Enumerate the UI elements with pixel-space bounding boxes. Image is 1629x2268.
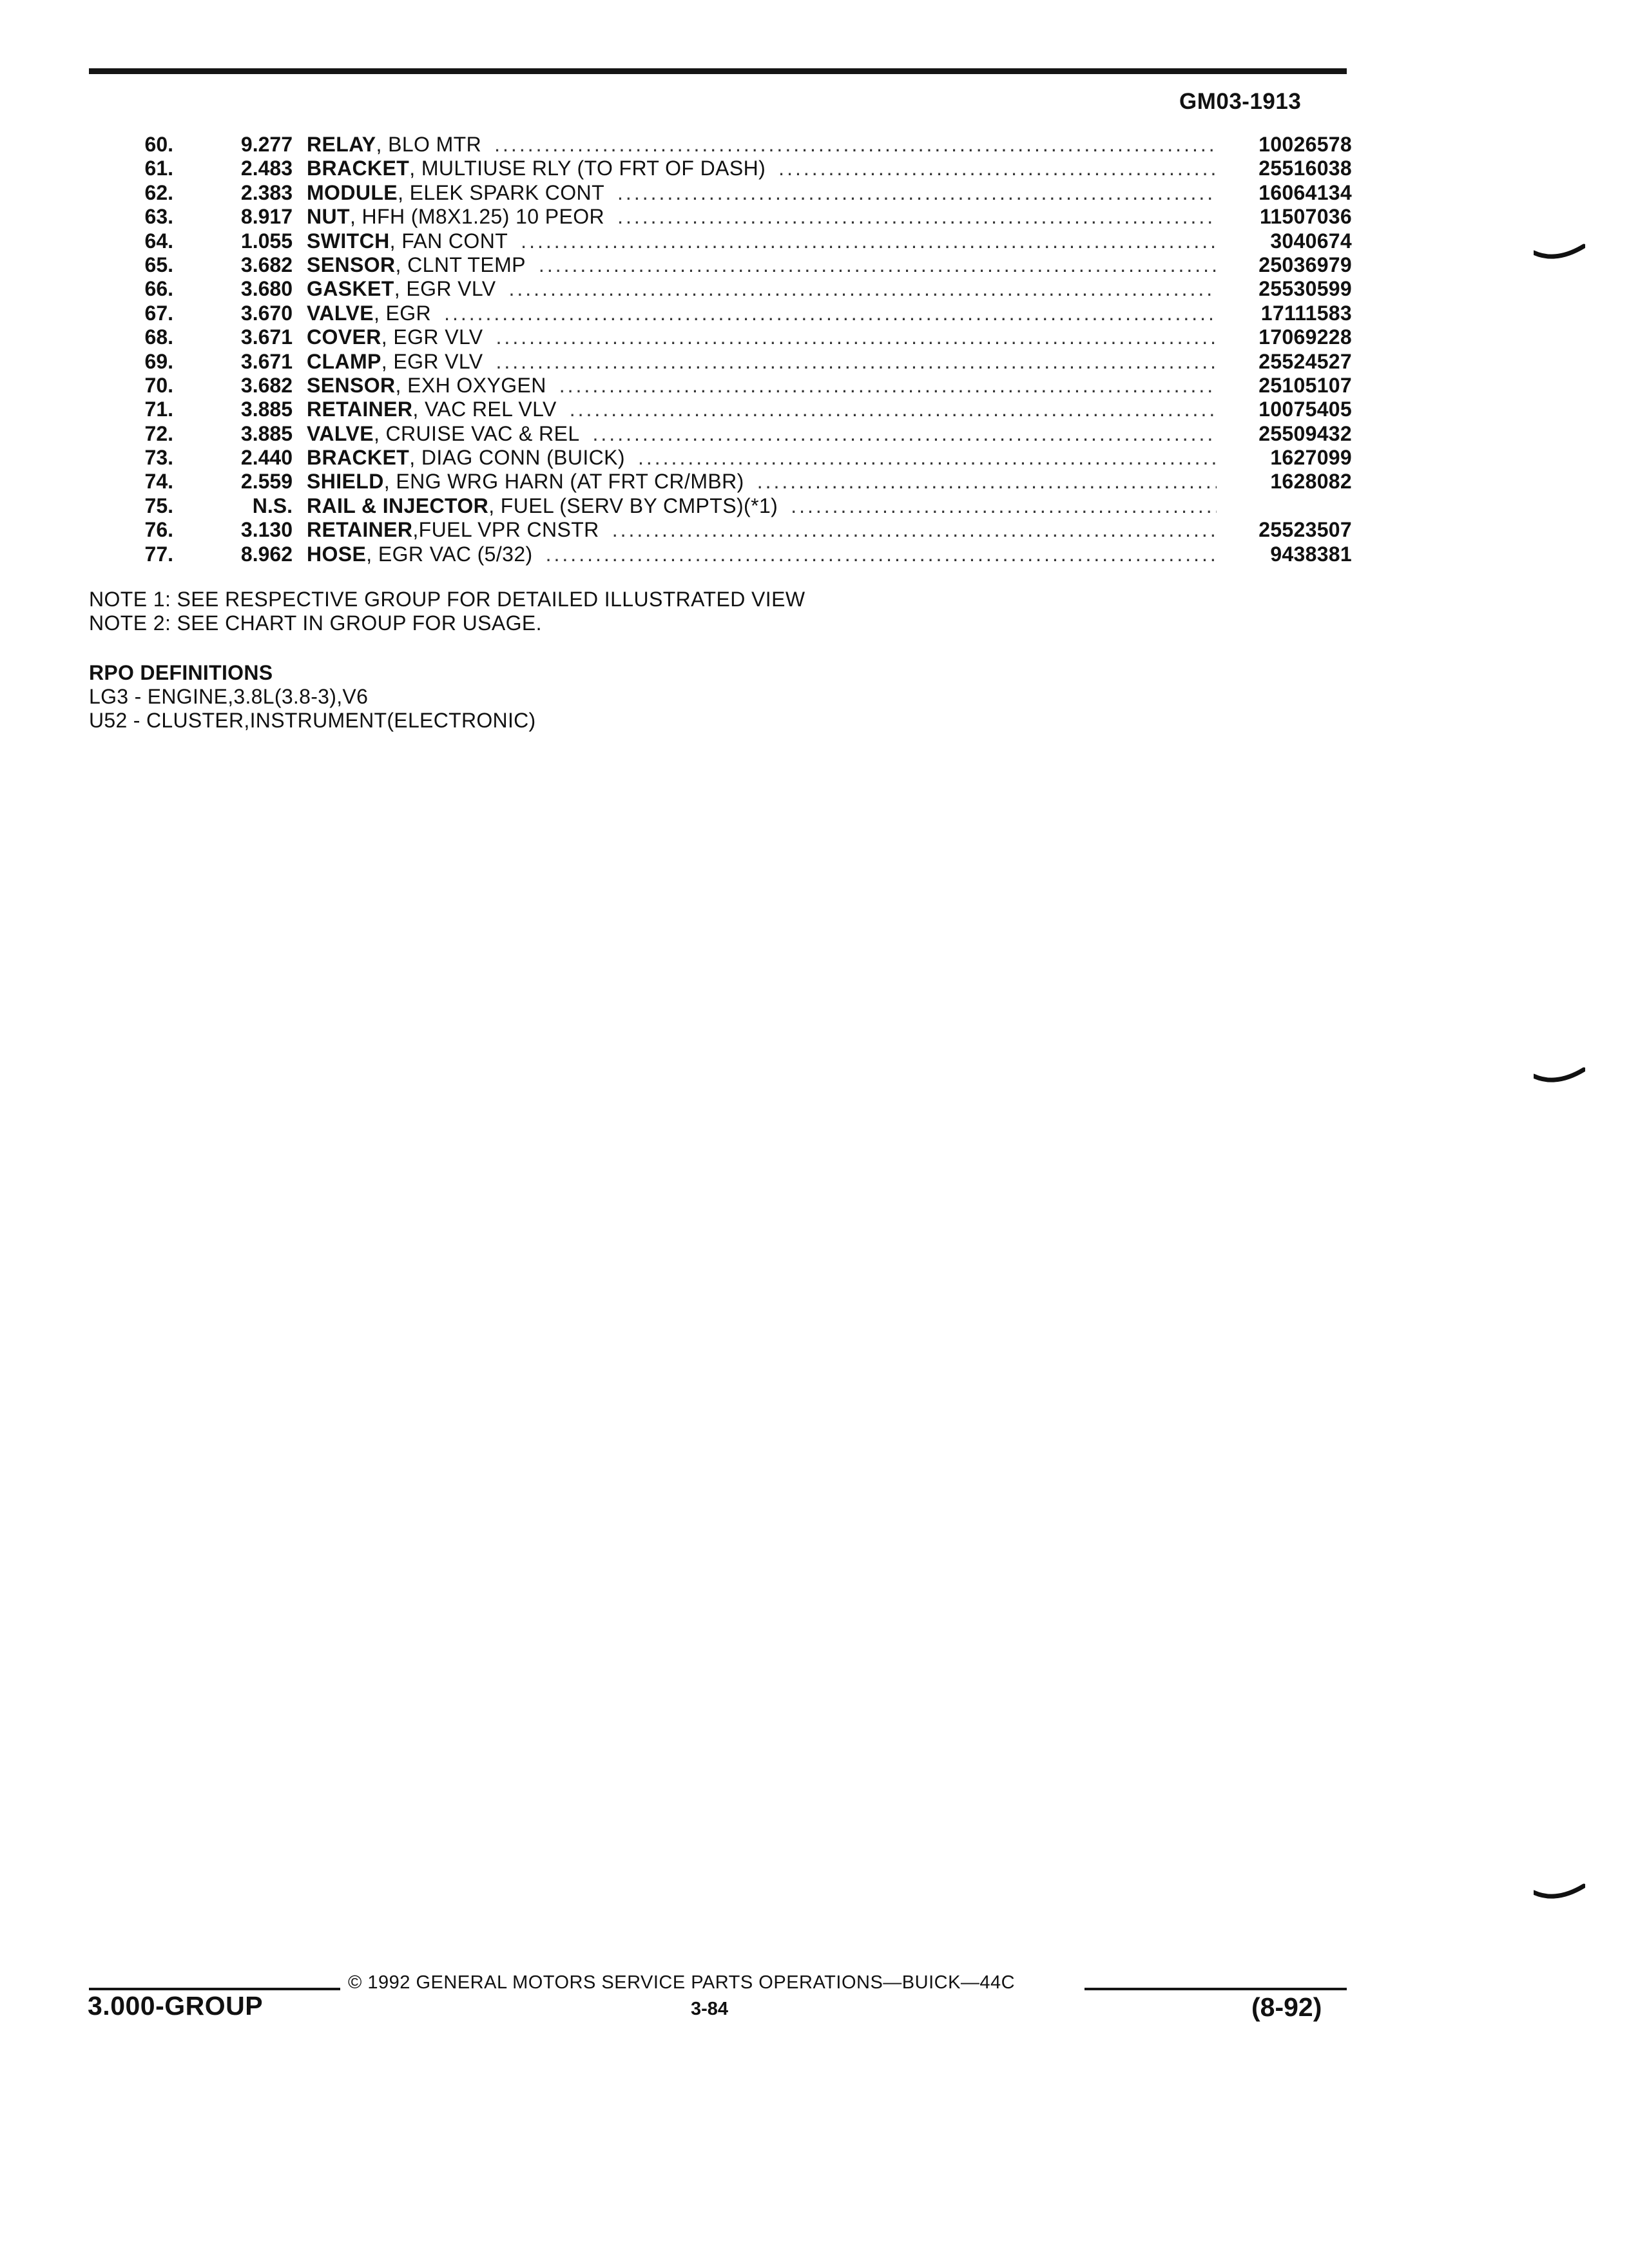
parts-row [89,470,1352,494]
item-number: 73. [144,446,173,470]
part-detail: , DIAG CONN (BUICK) [409,446,625,470]
part-description [307,157,1217,180]
part-name: VALVE [307,421,374,445]
part-name: BRACKET [307,446,410,470]
part-description [307,229,1217,253]
copyright-line: © 1992 GENERAL MOTORS SERVICE PARTS OPERATIONS—BUICK—44C [348,1972,1016,1993]
illustration-reference: 9.277 [240,133,293,156]
item-number: 60. [144,133,173,156]
illustration-reference: 2.483 [240,157,293,180]
parts-row [89,133,1352,157]
part-number: 17069228 [1258,325,1352,349]
part-description [307,302,1217,325]
part-detail: , EGR VLV [381,349,483,373]
part-name: RELAY [307,133,376,156]
dot-leader [757,470,1217,494]
part-name: HOSE [307,542,367,566]
part-name: CLAMP [307,349,381,373]
item-number: 71. [144,398,173,421]
item-number: 76. [144,518,173,542]
illustration-reference: 3.671 [240,349,293,373]
binding-hole-mark-top [1534,238,1585,264]
dot-leader [494,133,1217,157]
item-number: 74. [144,470,173,494]
item-number: 61. [144,157,173,180]
footer-rule-left [89,1988,340,1990]
page-number: 3-84 [691,1999,729,2019]
part-number: 25530599 [1258,277,1352,301]
part-detail: , EGR VAC (5/32) [366,542,533,566]
part-detail: , FUEL (SERV BY CMPTS)(*1) [488,494,778,517]
dot-leader [496,350,1217,374]
part-description [307,543,1217,566]
illustration-reference: N.S. [252,494,293,517]
part-number: 25524527 [1258,349,1352,373]
part-description [307,494,1217,518]
part-description [307,446,1217,470]
group-label: 3.000-GROUP [88,1991,264,2021]
part-detail: , EXH OXYGEN [395,373,546,397]
part-number: 25509432 [1258,421,1352,445]
dot-leader [778,157,1217,180]
part-description [307,325,1217,349]
part-description [307,253,1217,277]
dot-leader [617,181,1217,205]
part-number: 1628082 [1270,470,1352,494]
document-code: GM03-1913 [1179,89,1302,114]
binding-hole-mark-middle [1534,1062,1585,1088]
part-number: 25516038 [1258,157,1352,180]
illustration-reference: 3.670 [240,301,293,325]
part-name: SWITCH [307,229,390,253]
dot-leader [546,543,1217,566]
binding-hole-mark-bottom [1534,1878,1585,1904]
date-code: (8-92) [1251,1992,1322,2022]
dot-leader [508,277,1217,301]
parts-row [89,277,1352,301]
item-number: 64. [144,229,173,253]
parts-row [89,446,1352,470]
part-detail: , BLO MTR [376,133,482,156]
part-number: 17111583 [1260,301,1352,325]
part-name: RAIL & INJECTOR [307,494,489,517]
illustration-reference: 2.440 [240,446,293,470]
dot-leader [444,302,1217,325]
dot-leader [570,398,1217,421]
part-name: NUT [307,205,350,229]
part-name: BRACKET [307,157,410,180]
illustration-reference: 3.130 [240,518,293,542]
dot-leader [791,494,1217,518]
part-number: 25036979 [1258,253,1352,276]
dot-leader [521,229,1217,253]
part-detail: , EGR VLV [381,325,483,349]
part-name: VALVE [307,301,374,325]
illustration-reference: 1.055 [240,229,293,253]
parts-row [89,302,1352,325]
part-description [307,133,1217,157]
parts-row [89,157,1352,180]
part-name: RETAINER [307,398,413,421]
parts-row [89,518,1352,542]
part-detail: , CRUISE VAC & REL [373,421,580,445]
dot-leader [496,325,1217,349]
part-detail: , ENG WRG HARN (AT FRT CR/MBR) [383,470,744,494]
part-detail: , FAN CONT [389,229,508,253]
item-number: 67. [144,301,173,325]
part-number: 25523507 [1258,518,1352,542]
part-detail: ,FUEL VPR CNSTR [412,518,599,542]
part-detail: , CLNT TEMP [395,253,526,276]
parts-row [89,422,1352,446]
part-detail: , HFH (M8X1.25) 10 PEOR [349,205,605,229]
part-description [307,422,1217,446]
part-name: GASKET [307,277,394,301]
illustration-reference: 8.962 [240,542,293,566]
item-number: 63. [144,205,173,229]
part-detail: , EGR VLV [394,277,496,301]
part-detail: , EGR [373,301,432,325]
part-description [307,181,1217,205]
dot-leader [612,518,1217,542]
part-number: 10026578 [1258,133,1352,156]
part-detail: , ELEK SPARK CONT [398,180,605,204]
illustration-reference: 3.885 [240,398,293,421]
part-description [307,205,1217,229]
illustration-reference: 2.383 [240,180,293,204]
part-description [307,518,1217,542]
dot-leader [559,374,1217,398]
parts-row [89,229,1352,253]
part-description [307,398,1217,421]
parts-row [89,350,1352,374]
dot-leader [617,205,1217,229]
part-name: SENSOR [307,373,396,397]
part-name: SHIELD [307,470,384,494]
parts-row [89,398,1352,421]
part-number: 16064134 [1258,180,1352,204]
part-number: 1627099 [1270,446,1352,470]
footer-rule-right [1084,1988,1347,1990]
illustration-reference: 8.917 [240,205,293,229]
part-detail: , MULTIUSE RLY (TO FRT OF DASH) [409,157,766,180]
part-name: SENSOR [307,253,396,276]
part-name: RETAINER [307,518,413,542]
illustration-reference: 3.680 [240,277,293,301]
item-number: 75. [144,494,173,517]
dot-leader [593,422,1217,446]
parts-row [89,253,1352,277]
rpo-definition-u52: U52 - CLUSTER,INSTRUMENT(ELECTRONIC) [89,709,536,732]
parts-list [89,133,1352,566]
rpo-title: RPO DEFINITIONS [89,661,273,684]
item-number: 65. [144,253,173,276]
part-number: 10075405 [1258,398,1352,421]
illustration-reference: 3.671 [240,325,293,349]
part-name: MODULE [307,180,398,204]
top-rule [89,68,1347,74]
item-number: 68. [144,325,173,349]
part-detail: , VAC REL VLV [412,398,557,421]
item-number: 70. [144,373,173,397]
part-description [307,374,1217,398]
part-name: COVER [307,325,381,349]
illustration-reference: 3.682 [240,253,293,276]
parts-row [89,543,1352,566]
dot-leader [539,253,1217,277]
rpo-definitions [89,661,536,733]
item-number: 69. [144,349,173,373]
parts-row [89,325,1352,349]
parts-row [89,181,1352,205]
illustration-reference: 2.559 [240,470,293,494]
part-description [307,470,1217,494]
notes-section [89,588,805,635]
part-number: 3040674 [1270,229,1352,253]
note-2: NOTE 2: SEE CHART IN GROUP FOR USAGE. [89,611,542,635]
illustration-reference: 3.682 [240,373,293,397]
dot-leader [638,446,1217,470]
item-number: 62. [144,180,173,204]
item-number: 66. [144,277,173,301]
item-number: 72. [144,421,173,445]
parts-row [89,494,1352,518]
part-number: 11507036 [1259,205,1352,229]
note-1: NOTE 1: SEE RESPECTIVE GROUP FOR DETAILED ILLUSTRATED VIEW [89,588,805,611]
part-description [307,350,1217,374]
rpo-definition-lg3: LG3 - ENGINE,3.8L(3.8-3),V6 [89,685,369,708]
parts-row [89,374,1352,398]
parts-row [89,205,1352,229]
part-number: 25105107 [1258,373,1352,397]
illustration-reference: 3.885 [240,421,293,445]
part-number: 9438381 [1270,542,1352,566]
item-number: 77. [144,542,173,566]
part-description [307,277,1217,301]
